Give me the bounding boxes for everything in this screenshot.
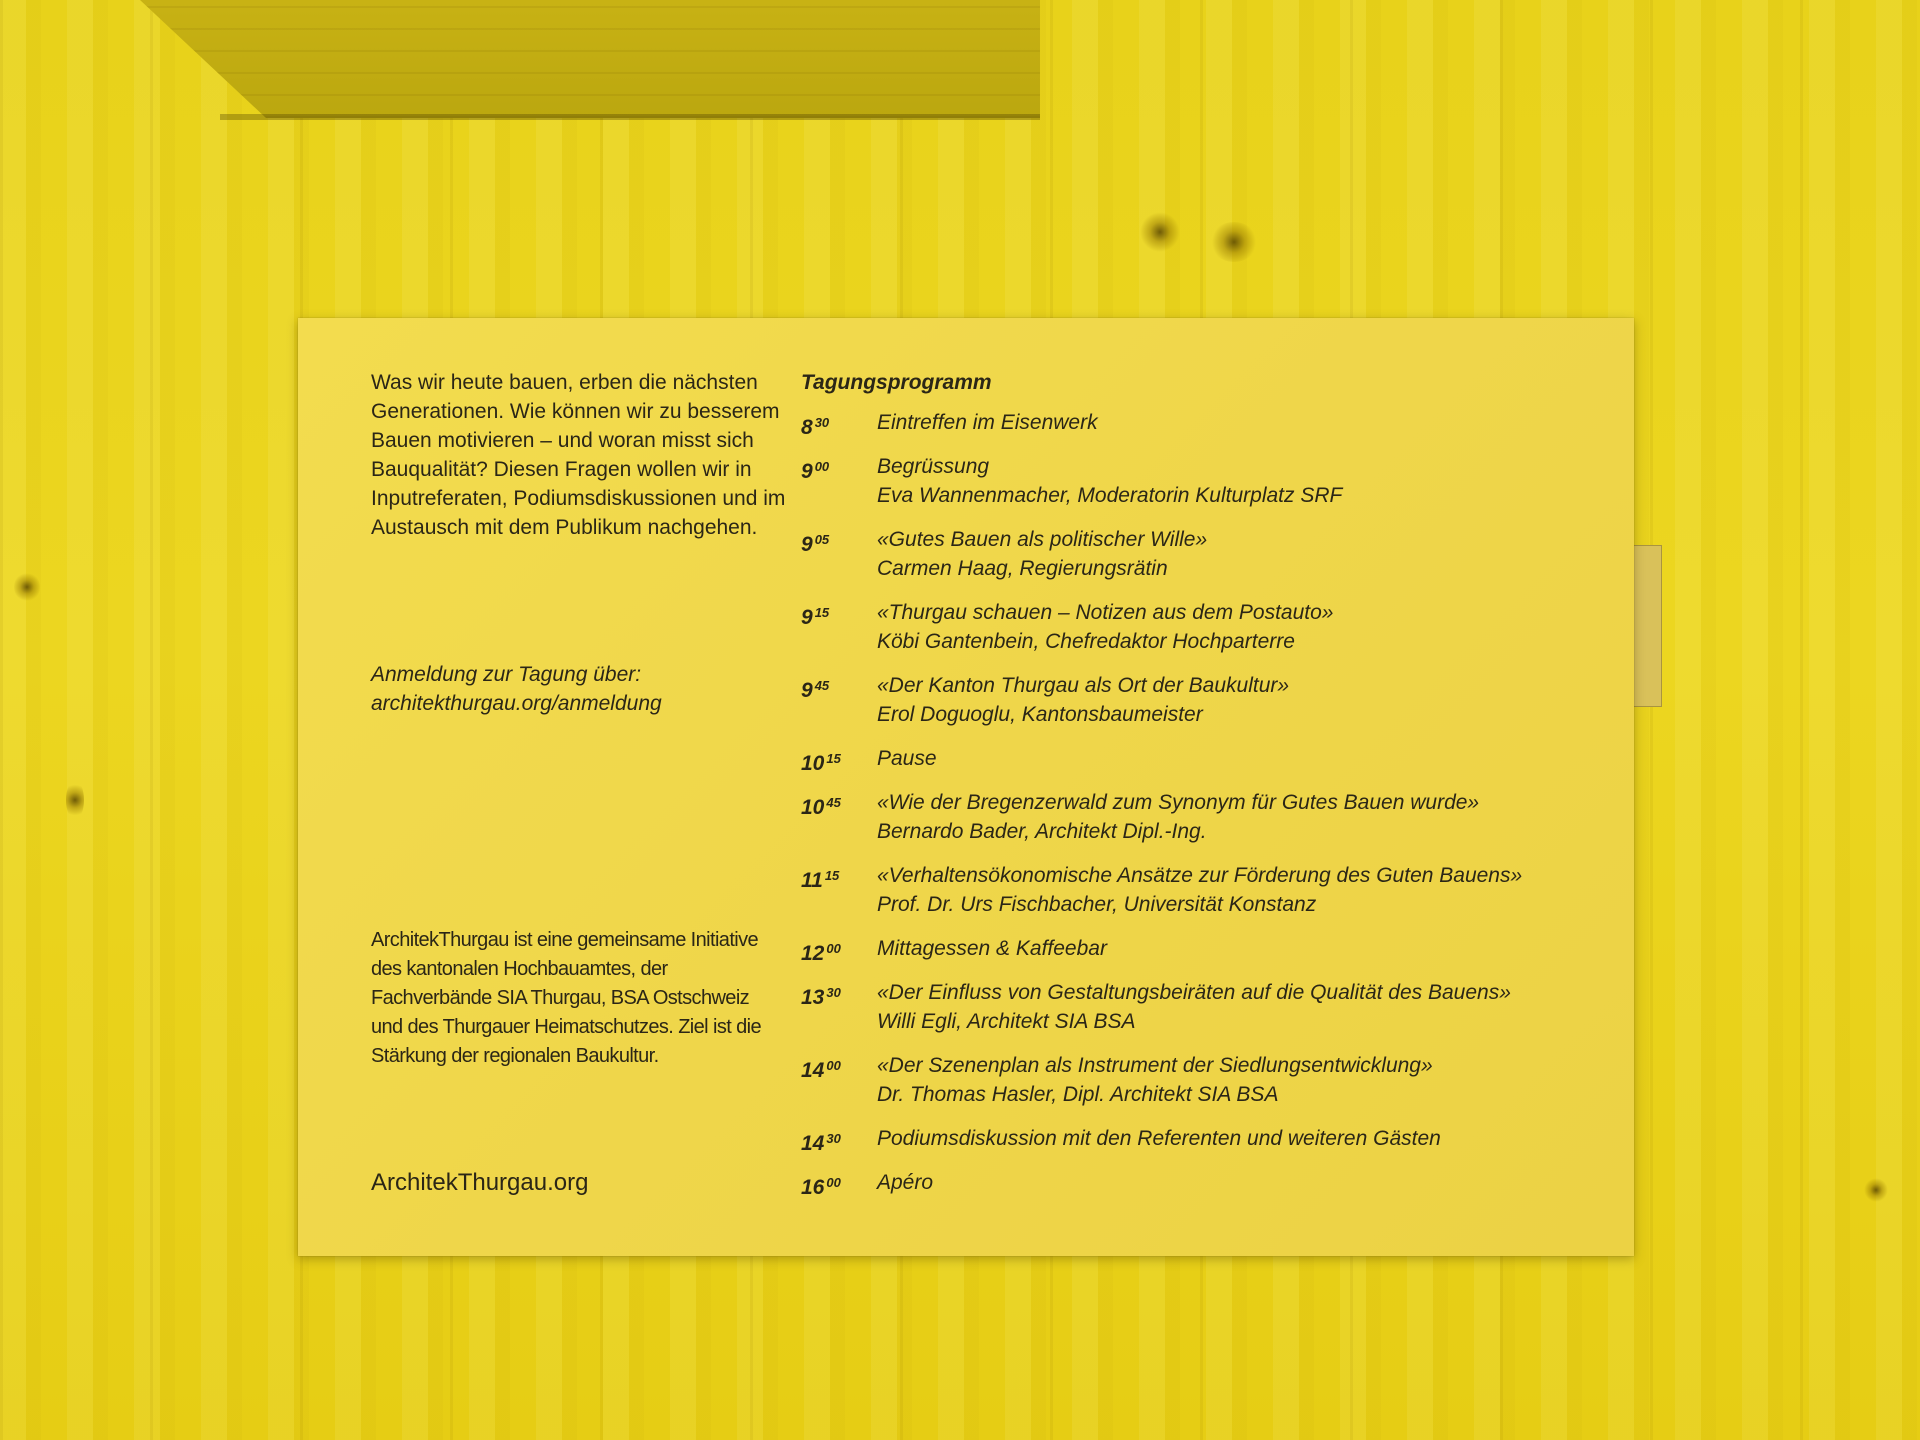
program-title-line: Apéro [877, 1171, 934, 1194]
wooden-beam [140, 0, 1040, 118]
program-time: 16 $^{00}$ [801, 1175, 841, 1199]
program-title-line: «Verhaltensökonomische Ansätze zur Förderung des Guten Bauens» [877, 864, 1523, 887]
program-title-line: Mittagessen & Kaffeebar [877, 937, 1107, 960]
program-speaker-line: Dr. Thomas Hasler, Dipl. Architekt SIA BSA [877, 1083, 1279, 1106]
program-title-line: «Der Szenenplan als Instrument der Siedlungsentwicklung» [877, 1054, 1433, 1077]
program-schedule [801, 368, 1601, 1212]
wood-knot [1140, 212, 1180, 252]
program-time: 8 $^{30}$ [801, 415, 830, 439]
program-time: 10 $^{15}$ [801, 751, 841, 775]
website-url: ArchitekThurgau.org [371, 1169, 589, 1196]
program-speaker-line: Eva Wannenmacher, Moderatorin Kulturplatz SRF [877, 484, 1343, 507]
program-time: 9 $^{00}$ [801, 459, 830, 483]
program-item [801, 671, 1601, 744]
program-title-line: Begrüssung [877, 455, 990, 478]
program-time: 14 $^{00}$ [801, 1058, 841, 1082]
wood-knot [14, 572, 40, 602]
program-item [801, 408, 1601, 452]
program-title-line: Eintreffen im Eisenwerk [877, 411, 1098, 434]
program-item [801, 861, 1601, 934]
about-text: ArchitekThurgau ist eine gemeinsame Initiative des kantonalen Hochbauamtes, der Fachverbände SIA Thurgau, BSA Ostschweiz und des Thurgauer Heimatschutzes. Ziel ist die Stärkung der regionalen Baukultur. [371, 929, 762, 1067]
program-title-line: «Der Kanton Thurgau als Ort der Baukultur» [877, 674, 1290, 697]
program-item [801, 452, 1601, 525]
program-title-line: «Gutes Bauen als politischer Wille» [877, 528, 1208, 551]
program-item [801, 978, 1601, 1051]
program-item [801, 934, 1601, 978]
program-item [801, 744, 1601, 788]
program-title-line: «Thurgau schauen – Notizen aus dem Postauto» [877, 601, 1334, 624]
program-time: 12 $^{00}$ [801, 941, 841, 965]
program-item [801, 1051, 1601, 1124]
program-speaker-line: Bernardo Bader, Architekt Dipl.-Ing. [877, 820, 1207, 843]
program-title: Tagungsprogramm [801, 371, 992, 394]
program-time: 9 $^{45}$ [801, 678, 830, 702]
wood-knot [1210, 222, 1258, 262]
program-speaker-line: Köbi Gantenbein, Chefredaktor Hochparterre [877, 630, 1295, 653]
program-item [801, 1168, 1601, 1212]
program-speaker-line: Carmen Haag, Regierungsrätin [877, 557, 1168, 580]
program-item [801, 525, 1601, 598]
program-time: 9 $^{15}$ [801, 605, 830, 629]
intro-text: Was wir heute bauen, erben die nächsten Generationen. Wie können wir zu besserem Bauen motivieren – und woran misst sich Bauqualität? Diesen Fragen wollen wir in Inputreferaten, Podiumsdiskussionen und im Austausch mit dem Publikum nachgehen. [371, 371, 786, 539]
program-item [801, 788, 1601, 861]
registration-block [371, 660, 791, 718]
program-title-line: «Der Einfluss von Gestaltungsbeiräten auf die Qualität des Bauens» [877, 981, 1511, 1004]
beam-shadow [220, 114, 1040, 120]
event-program-card [298, 318, 1634, 1256]
registration-label: Anmeldung zur Tagung über: [371, 663, 642, 686]
program-time: 10 $^{45}$ [801, 795, 841, 819]
program-speaker-line: Willi Egli, Architekt SIA BSA [877, 1010, 1136, 1033]
program-title-line: «Wie der Bregenzerwald zum Synonym für Gutes Bauen wurde» [877, 791, 1480, 814]
registration-url: architekthurgau.org/anmeldung [371, 692, 662, 715]
wood-knot [1864, 1178, 1888, 1202]
wood-knot [66, 780, 84, 820]
program-time: 11 $^{15}$ [801, 868, 840, 892]
program-item [801, 1124, 1601, 1168]
program-title-line: Pause [877, 747, 937, 770]
program-time: 9 $^{05}$ [801, 532, 830, 556]
program-title-line: Podiumsdiskussion mit den Referenten und weiteren Gästen [877, 1127, 1441, 1150]
program-speaker-line: Erol Doguoglu, Kantonsbaumeister [877, 703, 1203, 726]
program-item [801, 598, 1601, 671]
program-time: 14 $^{30}$ [801, 1131, 841, 1155]
program-time: 13 $^{30}$ [801, 985, 841, 1009]
program-speaker-line: Prof. Dr. Urs Fischbacher, Universität Konstanz [877, 893, 1317, 916]
